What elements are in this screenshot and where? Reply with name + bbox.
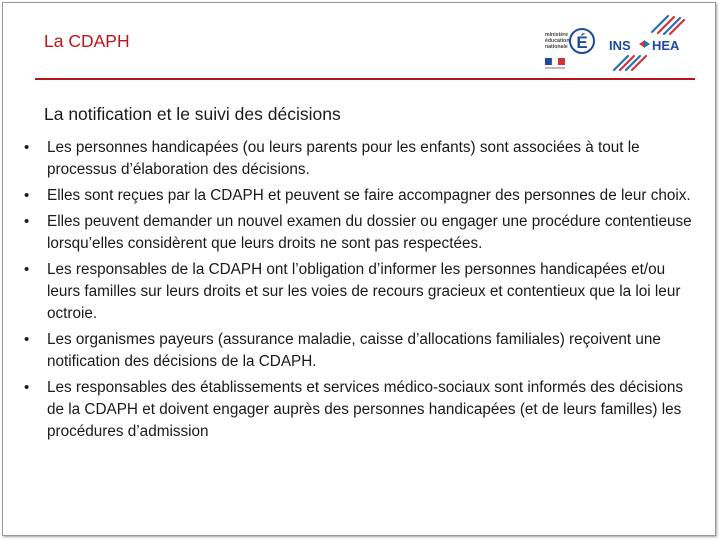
inshea-logo-left: INS	[609, 38, 631, 53]
header-title: La CDAPH	[44, 31, 130, 51]
bullet-marker: •	[24, 260, 30, 278]
ministry-logo-letter: É	[576, 33, 588, 52]
bullet-text: Elles peuvent demander un nouvel examen du dossier ou engager une procédure contentieuse lorsqu’elles considèrent que leurs droits ne sont pas respectées.	[47, 212, 692, 252]
inshea-logo	[606, 14, 696, 72]
ministry-logo-line-3: nationale	[545, 44, 568, 50]
header-divider	[35, 78, 695, 80]
ministry-education-logo	[544, 16, 596, 74]
ministry-logo-line-1: ministère	[545, 32, 569, 38]
bullet-marker: •	[24, 139, 30, 156]
bullet-item	[22, 259, 694, 326]
bullet-marker: •	[24, 187, 30, 204]
bullet-item	[22, 329, 694, 373]
bullet-marker: •	[24, 212, 30, 230]
inshea-logo-right: HEA	[652, 38, 680, 53]
bullet-item	[22, 211, 694, 255]
bullet-text: Les responsables de la CDAPH ont l’obligation d’informer les personnes handicapées et/ou leurs familles sur leurs droits et sur les voies de recours gracieux et contentieux que la loi leur octroie.	[47, 260, 681, 323]
bullet-text: Les organismes payeurs (assurance maladie, caisse d’allocations familiales) reçoivent une notification des décisions de la CDAPH.	[47, 331, 661, 371]
bullet-text: Les personnes handicapées (ou leurs parents pour les enfants) sont associées à tout le processus d’élaboration des décisions.	[47, 139, 640, 179]
bullet-marker: •	[24, 379, 30, 396]
slide-subtitle: La notification et le suivi des décisions	[44, 104, 341, 124]
bullet-item	[22, 377, 694, 444]
bullet-list	[22, 137, 694, 447]
bullet-marker: •	[24, 331, 30, 348]
bullet-text: Les responsables des établissements et services médico-sociaux sont informés des décisions de la CDAPH et doivent engager auprès des personnes handicapées (et de leurs familles) les procédures d’admission	[47, 379, 683, 441]
bullet-item	[22, 185, 694, 207]
bullet-text: Elles sont reçues par la CDAPH et peuvent se faire accompagner des personnes de leur choix.	[47, 187, 691, 204]
bullet-item	[22, 137, 694, 181]
ministry-logo-line-2: éducation	[545, 38, 570, 44]
